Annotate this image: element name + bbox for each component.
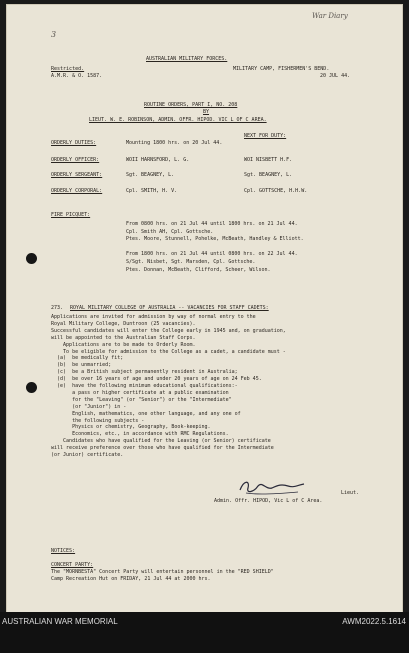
text-line: The "MORNBESTA" Concert Party will entertain personnel in the "RED SHIELD" — [51, 569, 274, 575]
duty-next: Sgt. BEAGNEY, L. — [244, 172, 293, 178]
duty-next: Cpl. GOTTSCHE, H.H.W. — [244, 188, 308, 194]
item-heading: ROYAL MILITARY COLLEGE OF AUSTRALIA -- VACANCIES FOR STAFF CADETS: — [70, 305, 269, 311]
fire-picquet-heading: FIRE PICQUET: — [51, 212, 91, 218]
duty-value: Cpl. SMITH, H. V. — [126, 188, 178, 194]
handwritten-page-number: 3 — [51, 30, 57, 39]
notices-heading: NOTICES: — [51, 548, 76, 554]
footer-accession-number: AWM2022.5.1614 — [342, 617, 406, 626]
duty-label: ORDERLY OFFICER: — [51, 157, 100, 163]
text-line: Ptes. Donnan, McBeath, Clifford, Scheer, Wilson. — [126, 266, 271, 273]
signature-mark — [236, 476, 308, 498]
text-line: (d) be over 16 years of age and under 20 years of age on 24 Feb 45. — [51, 376, 262, 383]
text-line: the following subjects - — [51, 417, 145, 424]
text-line: Royal Military College, Duntroon (25 vacancies). — [51, 320, 196, 327]
text-line: a pass or higher certificate at a public examination — [51, 389, 229, 396]
punch-hole — [26, 253, 37, 264]
text-line: for the "Leaving" (or "Senior") or the "Intermediate" — [51, 396, 232, 403]
text-line: From 0800 hrs. on 21 Jul 44 until 1800 hrs. on 21 Jul 44. — [126, 221, 298, 227]
date: 20 JUL 44. — [320, 73, 351, 79]
text-line: English, mathematics, one other language, and any one of — [51, 410, 241, 417]
orders-by: BY — [203, 109, 210, 115]
doc-title: AUSTRALIAN MILITARY FORCES. — [146, 56, 228, 62]
text-line: S/Sgt. Nisbet, Sgt. Marsden, Cpl. Gottsche. — [126, 259, 256, 265]
text-line: Physics or chemistry, Geography, Book-keeping. — [51, 424, 211, 431]
text-line: Applications are to be made to Orderly Room. — [51, 341, 196, 348]
duty-label: ORDERLY SERGEANT: — [51, 172, 103, 178]
text-line: Successful candidates will enter the College early in 1945 and, on graduation, — [51, 327, 286, 334]
text-line: (c) be a British subject permanently resident in Australia; — [51, 369, 238, 376]
text-line: Economics, etc., in accordance with RMC Regulations. — [51, 431, 229, 438]
text-line: (a) be medically fit; — [51, 355, 124, 362]
duty-label: ORDERLY CORPORAL: — [51, 188, 103, 194]
text-line: Ptes. Moore, Stunnell, Pohelke, McBeath, Handley & Elliott. — [126, 236, 304, 243]
handwritten-corner-note: War Diary — [312, 12, 348, 20]
item-number: 273. — [51, 305, 64, 311]
signature-rank: Lieut. — [341, 490, 360, 496]
text-line: From 1800 hrs. on 21 Jul 44 until 0800 hrs. on 22 Jul 44. — [126, 251, 298, 258]
notices-subheading: CONCERT PARTY: — [51, 562, 94, 568]
signature-title: Admin. Offr. HIPOD, Vic L of C Area. — [214, 498, 323, 504]
text-line: (e) have the following minimum educational qualifications:- — [51, 383, 238, 389]
text-line: Camp Recreation Hut on FRIDAY, 21 Jul 44 at 2000 hrs. — [51, 576, 211, 582]
duty-value: Sgt. BEAGNEY, L. — [126, 172, 175, 178]
text-line: will be appointed to the Australian Staff Corps. — [51, 334, 196, 341]
text-line: will receive preference over those who have qualified for the Intermediate — [51, 445, 274, 452]
duty-next: WOI NISBETT H.F. — [244, 157, 293, 163]
duty-value: WOII HARNSFORD, L. G. — [126, 157, 190, 163]
orders-title: ROUTINE ORDERS, PART I, NO. 208 — [144, 102, 238, 108]
punch-hole — [26, 382, 37, 393]
text-line: (or Junior) certificate. — [51, 452, 124, 458]
duty-label: ORDERLY DUTIES: — [51, 140, 97, 146]
footer-credit: AUSTRALIAN WAR MEMORIAL — [2, 617, 118, 626]
next-for-duty-heading: NEXT FOR DUTY: — [244, 133, 287, 139]
orders-officer: LIEUT. W. E. ROBINSON, ADMIN. OFFR. HIPOD. VIC L OF C AREA. — [89, 117, 267, 123]
text-line: To be eligible for admission to the College as a cadet, a candidate must - — [51, 348, 286, 355]
duty-value: Mounting 1800 hrs. on 20 Jul 44. — [126, 140, 223, 146]
text-line: (b) be unmarried; — [51, 362, 112, 369]
reference: A.M.R. & O. 1587. — [51, 73, 103, 79]
classification: Restricted. — [51, 66, 85, 72]
location: MILITARY CAMP, FISHERMEN'S BEND. — [233, 66, 330, 72]
text-line: Applications are invited for admission by way of normal entry to the — [51, 314, 256, 320]
text-line: Candidates who have qualified for the Leaving (or Senior) certificate — [51, 438, 271, 445]
text-line: Cpl. Smith AH, Cpl. Gottsche. — [126, 228, 214, 235]
text-line: (or "Junior") in - — [51, 403, 127, 410]
